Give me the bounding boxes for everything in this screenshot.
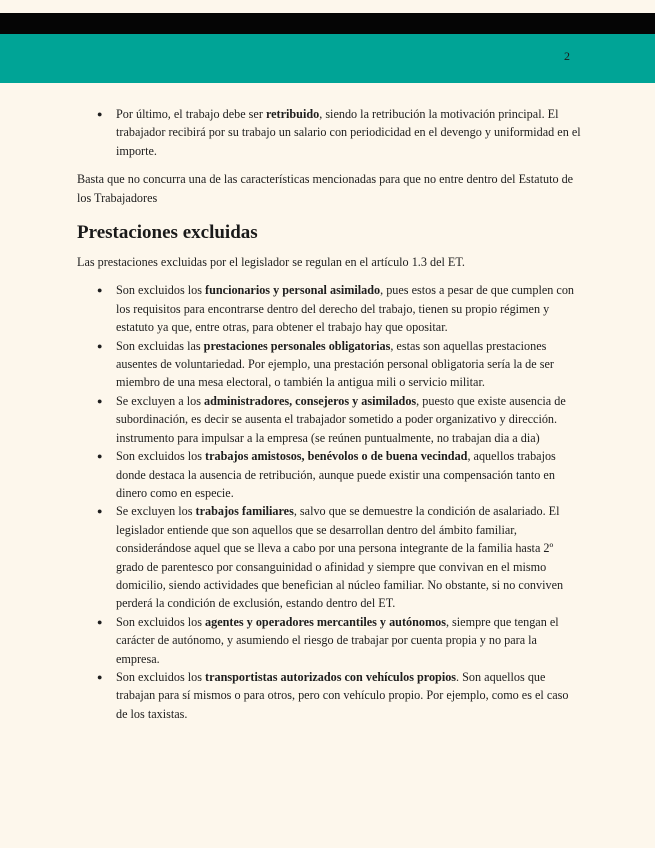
bullet-icon: ● (97, 285, 103, 296)
top-bullet-list (77, 105, 582, 160)
document-body (77, 105, 582, 723)
item-text-bold: trabajos amistosos, benévolos o de buena vecindad (205, 449, 468, 464)
excluded-list (77, 281, 582, 723)
bullet-icon: ● (97, 671, 103, 682)
list-item (97, 105, 582, 160)
bullet-text-bold: retribuido (265, 107, 320, 121)
header-teal-band (0, 34, 655, 83)
bullet-icon: ● (97, 340, 103, 351)
item-text-after: . Son aquellos que trabajan para sí mismos o para otros, pero con vehículo propio. Por ejemplo, como es el caso de los taxistas. (116, 669, 569, 721)
bullet-icon: ● (97, 109, 103, 119)
bullet-icon: ● (97, 616, 103, 627)
list-item (97, 668, 582, 723)
item-text-after: , estas son aquellas prestaciones ausentes de voluntariedad. Por ejemplo, una prestación personal obligatoria sería la de ser miembro de una mesa electoral, o también la antigua mili o servicio militar. (116, 338, 554, 390)
bullet-icon: ● (97, 395, 103, 406)
item-text-bold: administradores, consejeros y asimilados (204, 393, 417, 408)
bullet-icon: ● (97, 506, 103, 517)
list-item (97, 337, 582, 392)
bullet-icon: ● (97, 451, 103, 462)
header-black-band (0, 13, 655, 34)
item-text-bold: agentes y operadores mercantiles y autónomos (205, 614, 446, 629)
list-item (97, 281, 582, 336)
section-heading: Prestaciones excluidas (77, 222, 258, 244)
list-item (97, 502, 582, 612)
item-text-before: Son excluidas las (116, 338, 204, 353)
item-text-bold: transportistas autorizados con vehículos propios (205, 669, 457, 684)
item-text-before: Son excluidos los (116, 669, 206, 684)
item-text-bold: prestaciones personales obligatorias (203, 338, 391, 353)
item-text-before: Son excluidos los (116, 449, 206, 464)
item-text-before: Son excluidos los (116, 614, 206, 629)
bullet-text-before: Por último, el trabajo debe ser (116, 107, 266, 121)
item-text-after: , aquellos trabajos donde destaca la ausencia de retribución, aunque puede existir una compensación tanto en dinero como en especie. (116, 449, 556, 500)
item-text-after: , pues estos a pesar de que cumplen con los requisitos para encontrarse dentro del derecho del trabajo, tienen su propio régimen y estatuto ya que, entre otras, para obtener el trabajo hay que opositar. (116, 283, 575, 335)
item-text-before: Se excluyen a los (116, 393, 204, 408)
item-text-after: , salvo que se demuestre la condición de asalariado. El legislador entiende que son aquellos que se desarrollan dentro del ámbito familiar, considerándose aquel que se lleva a cabo por una persona integrante de la familia hasta 2º grado de parentesco por consanguinidad o afinidad y siempre que convivan en el mismo domicilio, siendo actividades que benefician al núcleo familiar. No obstante, si no conviven perderá la condición de exclusión, estando dentro del ET. (116, 504, 564, 611)
paragraph: Basta que no concurra una de las características mencionadas para que no entre dentro del Estatuto de los Trabajadores (77, 172, 574, 205)
list-item (97, 392, 582, 447)
list-item (97, 613, 582, 668)
page-number: 2 (564, 49, 570, 63)
item-text-before: Se excluyen los (116, 504, 196, 519)
item-text-bold: funcionarios y personal asimilado (205, 283, 381, 298)
item-text-after: , siempre que tengan el carácter de autónomo, y asumiendo el riesgo de trabajar por cuenta propia y no para la empresa. (116, 614, 559, 666)
list-item (97, 447, 582, 502)
item-text-bold: trabajos familiares (195, 504, 294, 519)
item-text-before: Son excluidos los (116, 283, 206, 298)
item-text-after: , puesto que existe ausencia de subordinación, es decir se ausenta el trabajador sometido a poder organizativo y dirección. instrumento para impulsar a la empresa (se reúnen puntualmente, no trabajan dia a dia) (116, 393, 566, 445)
bullet-text-after: , siendo la retribución la motivación principal. El trabajador recibirá por su trabajo un salario con periodicidad en el devengo y uniformidad en el importe. (116, 107, 581, 158)
section-intro: Las prestaciones excluidas por el legislador se regulan en el artículo 1.3 del ET. (77, 255, 465, 270)
